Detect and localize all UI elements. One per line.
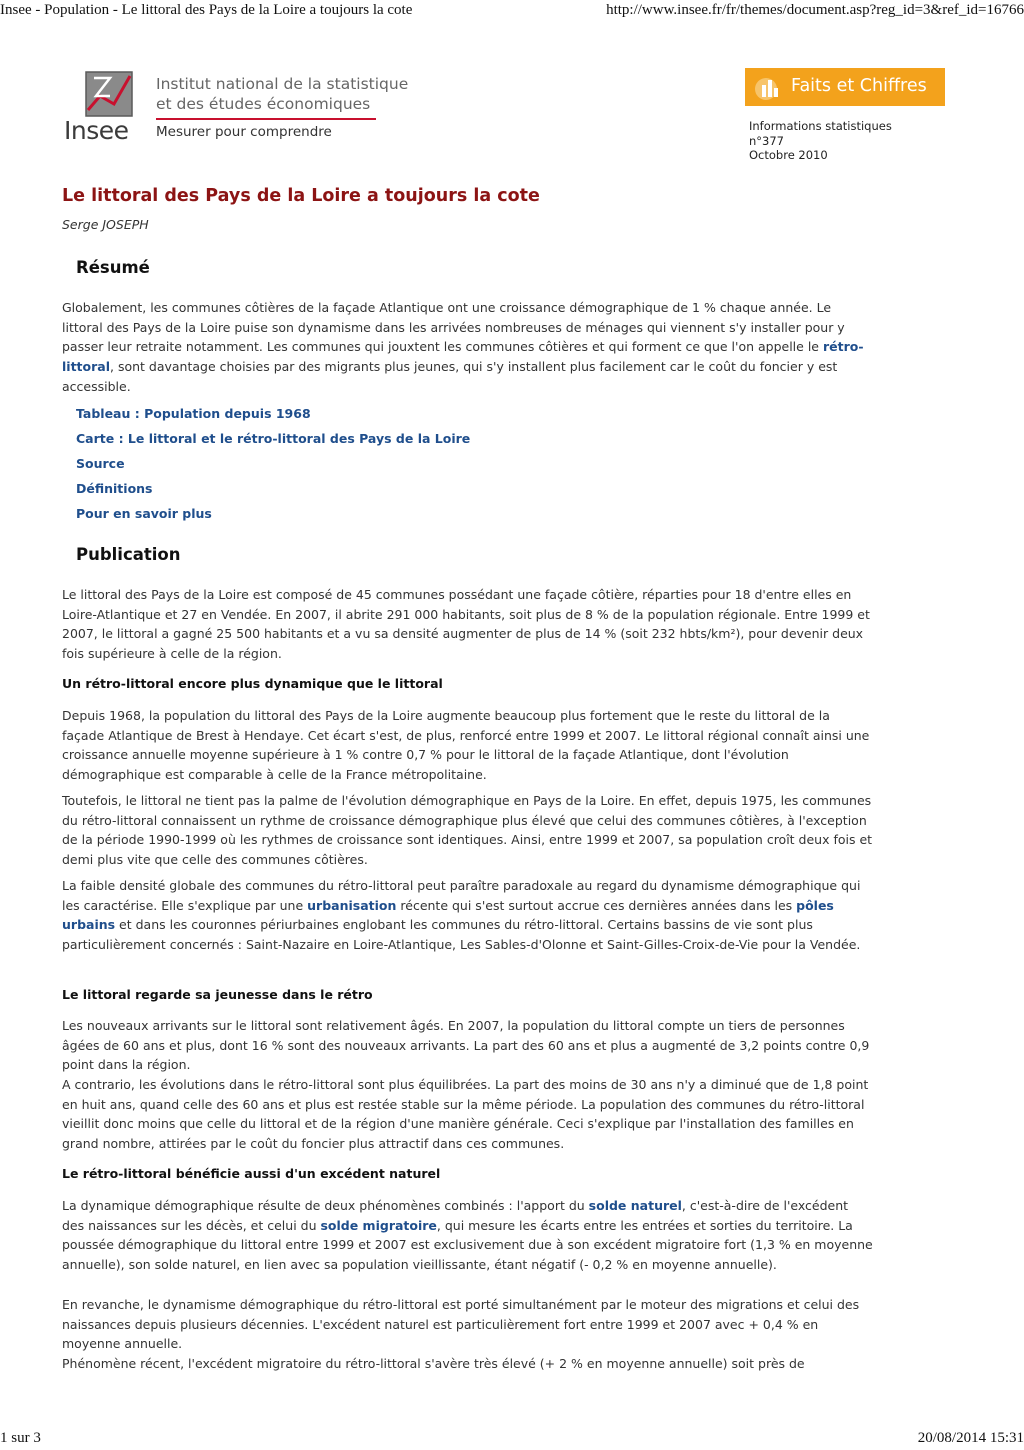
publication-heading: Publication (76, 545, 181, 564)
faits-et-chiffres-badge[interactable] (745, 68, 945, 106)
info-series: Informations statistiques (749, 119, 892, 133)
link-poles-urbains[interactable]: pôles urbains (62, 897, 834, 933)
document-title: Le littoral des Pays de la Loire a toujours la cote (62, 186, 540, 206)
chart-figures-icon (753, 73, 783, 103)
link-solde-naturel[interactable]: solde naturel (588, 1198, 682, 1213)
logo-divider (156, 118, 376, 120)
publication-paragraph-9: Phénomène récent, l'excédent migratoire du rétro-littoral s'avère très élevé (+ 2 % en moyenne annuelle) soit près de (62, 1356, 805, 1371)
toc-link-definitions[interactable]: Définitions (76, 481, 153, 496)
print-header (0, 2, 1024, 22)
publication-paragraph-7: La dynamique démographique résulte de deux phénomènes combinés : l'apport du solde naturel, c'est-à-dire de l'excédent des naissances sur les décès, et celui du solde migratoire, qui mesure les écarts entre les entrées et sorties du territoire. La poussée démographique du littoral entre 1999 et 2007 est exclusivement due à son excédent migratoire fort (1,3 % en moyenne annuelle), son solde naturel, en lien avec sa population vieillissante, étant négatif (- 0,2 % en moyenne annuelle). (62, 1198, 873, 1273)
subheading-excedent-naturel: Le rétro-littoral bénéficie aussi d'un excédent naturel (62, 1166, 441, 1181)
toc-link-carte[interactable]: Carte : Le littoral et le rétro-littoral des Pays de la Loire (76, 431, 471, 446)
subheading-jeunesse: Le littoral regarde sa jeunesse dans le rétro (62, 987, 373, 1002)
resume-heading: Résumé (76, 258, 150, 277)
publication-info (749, 119, 892, 163)
print-footer (0, 1430, 1024, 1450)
print-timestamp: 20/08/2014 15:31 (917, 1430, 1024, 1446)
author-name: Serge JOSEPH (62, 217, 149, 232)
toc-link-pour-en-savoir-plus[interactable]: Pour en savoir plus (76, 506, 212, 521)
subheading-retro-littoral-dynamique: Un rétro-littoral encore plus dynamique que le littoral (62, 676, 443, 691)
faits-et-chiffres-label: Faits et Chiffres (791, 76, 927, 96)
logo-institute-line1: Institut national de la statistique (156, 75, 409, 93)
publication-paragraph-5: Les nouveaux arrivants sur le littoral sont relativement âgés. En 2007, la population du littoral compte un tiers de personnes âgées de 60 ans et plus, dont 16 % sont des nouveaux arrivants. La part des 60 ans et plus a augmenté de 3,2 points contre 0,9 point dans la région. (62, 1018, 870, 1073)
link-urbanisation[interactable]: urbanisation (307, 897, 397, 913)
logo-institute-line2: et des études économiques (156, 95, 371, 113)
print-page-title: Insee - Population - Le littoral des Pays de la Loire a toujours la cote (0, 2, 413, 18)
insee-logo-mark-icon (84, 70, 134, 118)
toc-link-source[interactable]: Source (76, 456, 125, 471)
logo-tagline: Mesurer pour comprendre (156, 124, 332, 140)
print-page-url: http://www.insee.fr/fr/themes/document.asp?reg_id=3&ref_id=16766 (606, 2, 1024, 18)
link-retro-littoral[interactable]: rétro-littoral (62, 339, 864, 375)
publication-paragraph-8: En revanche, le dynamisme démographique du rétro-littoral est porté simultanément par le moteur des migrations et celui des naissances depuis plusieurs décennies. L'excédent naturel est particulièrement fort entre 1999 et 2007 avec + 0,4 % en moyenne annuelle. (62, 1297, 860, 1352)
publication-paragraph-2: Depuis 1968, la population du littoral des Pays de la Loire augmente beaucoup plus fortement que le reste du littoral de la façade Atlantique de Brest à Hendaye. Cet écart s'est, de plus, renforcé entre 1999 et 2007. Le littoral régional connaît ainsi une croissance annuelle moyenne supérieure à 1 % contre 0,7 % pour le littoral de la façade Atlantique, dont l'évolution démographique est comparable à celle de la France métropolitaine. (62, 708, 870, 783)
link-solde-migratoire[interactable]: solde migratoire (320, 1217, 437, 1233)
insee-logo[interactable] (64, 68, 409, 146)
info-date: Octobre 2010 (749, 148, 828, 162)
publication-paragraph-6: A contrario, les évolutions dans le rétro-littoral sont plus équilibrées. La part des moins de 30 ans n'y a diminué que de 1,8 point en huit ans, quand celle des 60 ans et plus est restée stable sur la même période. La population des communes du rétro-littoral vieillit donc moins que celle du littoral et de la région d'une manière générale. Ceci s'explique par l'installation des familles en grand nombre, attirées par le coût du foncier plus attractif dans ces communes. (62, 1077, 869, 1152)
publication-paragraph-4: La faible densité globale des communes du rétro-littoral peut paraître paradoxale au regard du dynamisme démographique qui les caractérise. Elle s'explique par une urbanisation récente qui s'est surtout accrue ces dernières années dans les pôles urbains et dans les couronnes périurbaines englobant les communes du rétro-littoral. Certains bassins de vie sont plus particulièrement concernés : Saint-Nazaire en Loire-Atlantique, Les Sables-d'Olonne et Saint-Gilles-Croix-de-Vie pour la Vendée. (62, 878, 861, 953)
info-number: n°377 (749, 133, 784, 148)
insee-wordmark: Insee (64, 116, 129, 145)
print-page-number: 1 sur 3 (0, 1430, 41, 1446)
toc-link-tableau[interactable]: Tableau : Population depuis 1968 (76, 406, 311, 421)
publication-paragraph-1: Le littoral des Pays de la Loire est composé de 45 communes possédant une façade côtière, réparties pour 18 d'entre elles en Loire-Atlantique et 27 en Vendée. En 2007, il abrite 291 000 habitants, soit plus de 8 % de la population régionale. Entre 1999 et 2007, le littoral a gagné 25 500 habitants et a vu sa densité augmenter de plus de 14 % (soit 232 hbts/km²), pour devenir deux fois supérieure à celle de la région. (62, 587, 870, 662)
resume-paragraph: Globalement, les communes côtières de la façade Atlantique ont une croissance démographique de 1 % chaque année. Le littoral des Pays de la Loire puise son dynamisme dans les arrivées nombreuses de ménages qui viennent s'y installer pour y passer leur retraite notamment. Les communes qui jouxtent les communes côtières et qui forment ce que l'on appelle le rétro-littoral, sont davantage choisies par des migrants plus jeunes, qui s'y installent plus facilement car le coût du foncier y est accessible. (62, 300, 864, 394)
publication-paragraph-3: Toutefois, le littoral ne tient pas la palme de l'évolution démographique en Pays de la Loire. En effet, depuis 1975, les communes du rétro-littoral connaissent un rythme de croissance démographique plus élevé que celui des communes côtières, à l'exception de la période 1990-1999 où les rythmes de croissance sont identiques. Ainsi, entre 1999 et 2007, sa population croît deux fois et demi plus vite que celle des communes côtières. (62, 793, 873, 868)
